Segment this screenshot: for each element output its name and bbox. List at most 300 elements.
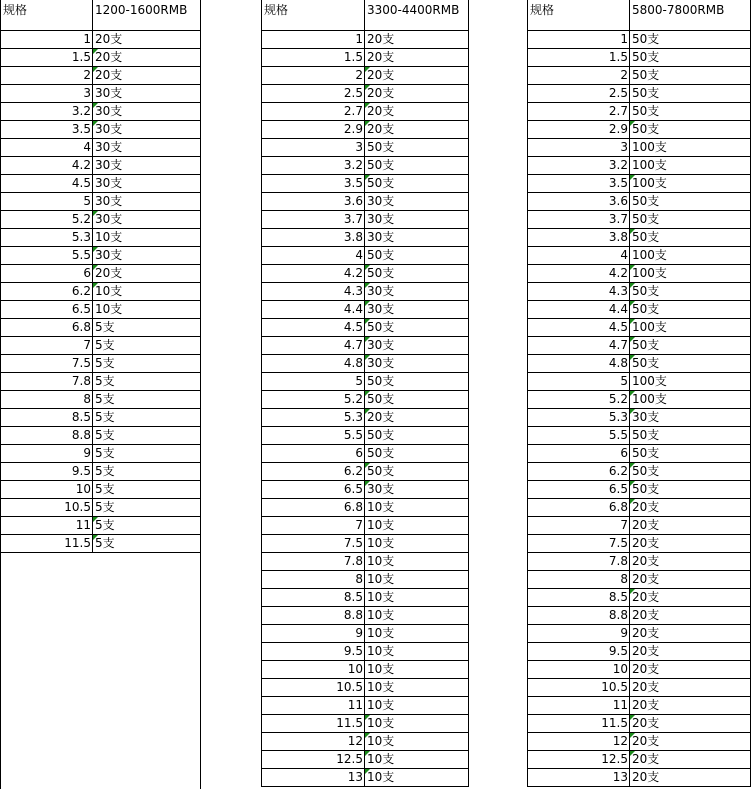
qty-cell: 20支 xyxy=(629,535,751,552)
table-row xyxy=(0,517,201,535)
qty-cell: 50支 xyxy=(629,121,751,138)
qty-cell: 20支 xyxy=(629,661,751,678)
qty-cell: 5支 xyxy=(92,463,201,480)
qty-cell: 5支 xyxy=(92,481,201,498)
qty-cell: 10支 xyxy=(364,625,469,642)
table-row xyxy=(0,67,201,85)
qty-cell: 20支 xyxy=(364,121,469,138)
spec-cell: 1 xyxy=(0,31,92,48)
qty-cell: 20支 xyxy=(92,49,201,66)
spec-cell: 9 xyxy=(527,625,629,642)
qty-cell: 100支 xyxy=(629,319,751,336)
qty-cell: 30支 xyxy=(364,211,469,228)
table-row xyxy=(261,463,469,481)
spec-cell: 5.5 xyxy=(527,427,629,444)
qty-cell: 50支 xyxy=(629,229,751,246)
spec-cell: 9 xyxy=(0,445,92,462)
spec-cell: 5.3 xyxy=(0,229,92,246)
spec-cell: 6.8 xyxy=(0,319,92,336)
qty-cell: 30支 xyxy=(364,301,469,318)
spec-cell: 6 xyxy=(527,445,629,462)
qty-cell: 10支 xyxy=(364,571,469,588)
spec-cell: 4.3 xyxy=(261,283,364,300)
spec-cell: 8.8 xyxy=(527,607,629,624)
table-row xyxy=(0,265,201,283)
qty-cell: 100支 xyxy=(629,157,751,174)
spec-cell: 5.2 xyxy=(527,391,629,408)
table-row xyxy=(261,643,469,661)
qty-cell: 30支 xyxy=(92,211,201,228)
spec-cell: 2 xyxy=(0,67,92,84)
spec-cell: 1.5 xyxy=(0,49,92,66)
spec-cell: 7 xyxy=(527,517,629,534)
table-row xyxy=(0,445,201,463)
table-row xyxy=(261,265,469,283)
spec-cell: 6.2 xyxy=(261,463,364,480)
table-row xyxy=(527,679,751,697)
table-row xyxy=(0,337,201,355)
table-row xyxy=(261,247,469,265)
qty-cell: 50支 xyxy=(364,319,469,336)
qty-cell: 10支 xyxy=(364,517,469,534)
table-row xyxy=(0,283,201,301)
spec-cell: 5.2 xyxy=(261,391,364,408)
qty-cell: 20支 xyxy=(629,571,751,588)
spec-cell: 9.5 xyxy=(527,643,629,660)
spec-cell: 3.5 xyxy=(527,175,629,192)
qty-cell: 50支 xyxy=(629,85,751,102)
empty-area xyxy=(0,553,201,789)
spec-cell: 1 xyxy=(261,31,364,48)
spec-cell: 10 xyxy=(0,481,92,498)
qty-cell: 20支 xyxy=(364,103,469,120)
table-row xyxy=(261,373,469,391)
qty-cell: 5支 xyxy=(92,319,201,336)
spec-cell: 7.8 xyxy=(0,373,92,390)
qty-cell: 10支 xyxy=(364,607,469,624)
qty-cell: 20支 xyxy=(364,49,469,66)
spec-cell: 3.2 xyxy=(261,157,364,174)
qty-cell: 100支 xyxy=(629,139,751,156)
qty-cell: 100支 xyxy=(629,265,751,282)
spec-cell: 5.5 xyxy=(261,427,364,444)
qty-cell: 50支 xyxy=(629,31,751,48)
spec-cell: 5.3 xyxy=(527,409,629,426)
qty-cell: 20支 xyxy=(364,409,469,426)
qty-cell: 20支 xyxy=(629,499,751,516)
spec-cell: 2.9 xyxy=(527,121,629,138)
table-header xyxy=(527,0,751,31)
spec-cell: 10 xyxy=(261,661,364,678)
spec-cell: 1 xyxy=(527,31,629,48)
spec-cell: 4.2 xyxy=(0,157,92,174)
table-row xyxy=(261,229,469,247)
spec-cell: 3.2 xyxy=(527,157,629,174)
table-row xyxy=(527,265,751,283)
spec-cell: 6.5 xyxy=(261,481,364,498)
spec-cell: 11.5 xyxy=(261,715,364,732)
qty-cell: 50支 xyxy=(629,67,751,84)
table-row xyxy=(0,355,201,373)
spec-cell: 4.4 xyxy=(261,301,364,318)
price-table-1200-1600 xyxy=(0,0,201,789)
qty-cell: 30支 xyxy=(364,283,469,300)
table-row xyxy=(261,517,469,535)
table-row xyxy=(527,769,751,787)
table-row xyxy=(261,121,469,139)
qty-cell: 50支 xyxy=(364,463,469,480)
spec-header: 规格 xyxy=(261,0,364,30)
table-row xyxy=(527,31,751,49)
table-row xyxy=(0,31,201,49)
table-row xyxy=(261,733,469,751)
table-row xyxy=(527,409,751,427)
qty-cell: 50支 xyxy=(364,427,469,444)
table-row xyxy=(0,121,201,139)
qty-cell: 20支 xyxy=(629,679,751,696)
table-row xyxy=(527,463,751,481)
qty-cell: 30支 xyxy=(364,481,469,498)
qty-cell: 20支 xyxy=(92,31,201,48)
table-row xyxy=(0,157,201,175)
table-row xyxy=(0,319,201,337)
price-header: 3300-4400RMB xyxy=(364,0,469,30)
table-row xyxy=(527,535,751,553)
qty-cell: 20支 xyxy=(629,517,751,534)
table-row xyxy=(527,283,751,301)
qty-cell: 50支 xyxy=(629,103,751,120)
table-row xyxy=(0,139,201,157)
spec-cell: 5.3 xyxy=(261,409,364,426)
table-row xyxy=(0,409,201,427)
table-row xyxy=(261,409,469,427)
qty-cell: 10支 xyxy=(92,301,201,318)
spec-cell: 6.8 xyxy=(261,499,364,516)
spec-cell: 1.5 xyxy=(527,49,629,66)
qty-cell: 5支 xyxy=(92,355,201,372)
spec-cell: 3.5 xyxy=(0,121,92,138)
qty-cell: 30支 xyxy=(92,85,201,102)
table-row xyxy=(527,571,751,589)
qty-cell: 20支 xyxy=(629,715,751,732)
table-row xyxy=(261,427,469,445)
qty-cell: 10支 xyxy=(92,229,201,246)
spec-cell: 4.4 xyxy=(527,301,629,318)
qty-cell: 50支 xyxy=(364,391,469,408)
spec-cell: 5.5 xyxy=(0,247,92,264)
spec-cell: 11 xyxy=(261,697,364,714)
qty-cell: 10支 xyxy=(92,283,201,300)
qty-cell: 5支 xyxy=(92,409,201,426)
table-row xyxy=(0,535,201,553)
qty-cell: 10支 xyxy=(364,553,469,570)
table-row xyxy=(527,715,751,733)
table-row xyxy=(527,175,751,193)
spec-cell: 3 xyxy=(261,139,364,156)
qty-cell: 100支 xyxy=(629,391,751,408)
qty-cell: 50支 xyxy=(364,175,469,192)
spec-header: 规格 xyxy=(0,0,92,30)
spec-cell: 5 xyxy=(527,373,629,390)
table-row xyxy=(527,751,751,769)
qty-cell: 50支 xyxy=(629,301,751,318)
table-row xyxy=(0,211,201,229)
qty-cell: 10支 xyxy=(364,589,469,606)
table-row xyxy=(261,175,469,193)
spec-cell: 2.5 xyxy=(527,85,629,102)
spec-header: 规格 xyxy=(527,0,629,30)
spec-cell: 2 xyxy=(261,67,364,84)
table-row xyxy=(261,589,469,607)
spec-cell: 11 xyxy=(0,517,92,534)
price-header: 5800-7800RMB xyxy=(629,0,751,30)
qty-cell: 50支 xyxy=(629,445,751,462)
qty-cell: 50支 xyxy=(629,481,751,498)
qty-cell: 50支 xyxy=(629,337,751,354)
table-row xyxy=(0,499,201,517)
spec-cell: 9.5 xyxy=(0,463,92,480)
spec-cell: 3.7 xyxy=(527,211,629,228)
spec-cell: 4 xyxy=(527,247,629,264)
qty-cell: 10支 xyxy=(364,769,469,786)
table-row xyxy=(261,445,469,463)
qty-cell: 50支 xyxy=(364,139,469,156)
qty-cell: 10支 xyxy=(364,535,469,552)
table-row xyxy=(261,391,469,409)
spec-cell: 8 xyxy=(0,391,92,408)
table-row xyxy=(261,535,469,553)
spec-cell: 4.5 xyxy=(261,319,364,336)
spec-cell: 8.5 xyxy=(527,589,629,606)
spec-cell: 10.5 xyxy=(0,499,92,516)
qty-cell: 20支 xyxy=(92,67,201,84)
spec-cell: 4.3 xyxy=(527,283,629,300)
spec-cell: 6.8 xyxy=(527,499,629,516)
qty-cell: 10支 xyxy=(364,643,469,660)
spec-cell: 13 xyxy=(261,769,364,786)
spec-cell: 2.5 xyxy=(261,85,364,102)
spec-cell: 7.5 xyxy=(261,535,364,552)
table-row xyxy=(527,49,751,67)
table-row xyxy=(527,247,751,265)
qty-cell: 30支 xyxy=(92,247,201,264)
qty-cell: 10支 xyxy=(364,751,469,768)
qty-cell: 10支 xyxy=(364,499,469,516)
spec-cell: 12 xyxy=(261,733,364,750)
qty-cell: 50支 xyxy=(629,49,751,66)
table-row xyxy=(0,85,201,103)
qty-cell: 30支 xyxy=(92,139,201,156)
spec-cell: 4.5 xyxy=(0,175,92,192)
qty-cell: 30支 xyxy=(92,121,201,138)
spec-cell: 12.5 xyxy=(261,751,364,768)
qty-cell: 10支 xyxy=(364,733,469,750)
qty-cell: 20支 xyxy=(629,643,751,660)
table-row xyxy=(0,193,201,211)
qty-cell: 5支 xyxy=(92,499,201,516)
qty-cell: 5支 xyxy=(92,517,201,534)
table-row xyxy=(261,625,469,643)
table-row xyxy=(527,337,751,355)
qty-cell: 30支 xyxy=(364,355,469,372)
qty-cell: 50支 xyxy=(364,265,469,282)
qty-cell: 10支 xyxy=(364,715,469,732)
qty-cell: 50支 xyxy=(629,427,751,444)
table-row xyxy=(261,679,469,697)
qty-cell: 50支 xyxy=(364,157,469,174)
table-row xyxy=(261,553,469,571)
spec-cell: 3.6 xyxy=(527,193,629,210)
table-row xyxy=(261,607,469,625)
qty-cell: 20支 xyxy=(629,769,751,786)
qty-cell: 50支 xyxy=(364,373,469,390)
table-row xyxy=(261,499,469,517)
qty-cell: 20支 xyxy=(92,265,201,282)
table-row xyxy=(527,373,751,391)
table-row xyxy=(261,49,469,67)
spec-cell: 10 xyxy=(527,661,629,678)
spec-cell: 3.8 xyxy=(261,229,364,246)
table-row xyxy=(527,355,751,373)
spec-cell: 7.8 xyxy=(527,553,629,570)
table-row xyxy=(527,211,751,229)
spec-cell: 7 xyxy=(261,517,364,534)
table-row xyxy=(261,715,469,733)
spec-cell: 3 xyxy=(0,85,92,102)
qty-cell: 10支 xyxy=(364,697,469,714)
table-row xyxy=(527,553,751,571)
qty-cell: 5支 xyxy=(92,391,201,408)
qty-cell: 20支 xyxy=(364,67,469,84)
spec-cell: 1.5 xyxy=(261,49,364,66)
table-row xyxy=(0,175,201,193)
qty-cell: 5支 xyxy=(92,427,201,444)
table-row xyxy=(261,139,469,157)
table-row xyxy=(527,139,751,157)
spec-cell: 9.5 xyxy=(261,643,364,660)
table-row xyxy=(261,193,469,211)
qty-cell: 30支 xyxy=(629,409,751,426)
table-row xyxy=(527,625,751,643)
spec-cell: 3 xyxy=(527,139,629,156)
qty-cell: 5支 xyxy=(92,337,201,354)
spec-cell: 2 xyxy=(527,67,629,84)
qty-cell: 10支 xyxy=(364,661,469,678)
spec-cell: 7 xyxy=(0,337,92,354)
spec-cell: 8 xyxy=(527,571,629,588)
qty-cell: 100支 xyxy=(629,175,751,192)
spec-cell: 5 xyxy=(0,193,92,210)
qty-cell: 100支 xyxy=(629,247,751,264)
spec-cell: 8.8 xyxy=(261,607,364,624)
qty-cell: 30支 xyxy=(92,157,201,174)
table-row xyxy=(0,103,201,121)
table-row xyxy=(261,157,469,175)
spec-cell: 3.8 xyxy=(527,229,629,246)
table-row xyxy=(527,499,751,517)
table-row xyxy=(261,337,469,355)
qty-cell: 30支 xyxy=(92,193,201,210)
qty-cell: 5支 xyxy=(92,445,201,462)
table-row xyxy=(527,661,751,679)
table-row xyxy=(261,751,469,769)
qty-cell: 5支 xyxy=(92,535,201,552)
table-row xyxy=(527,157,751,175)
spec-cell: 10.5 xyxy=(527,679,629,696)
table-row xyxy=(527,643,751,661)
table-row xyxy=(0,247,201,265)
qty-cell: 30支 xyxy=(364,337,469,354)
qty-cell: 50支 xyxy=(629,193,751,210)
spec-cell: 3.5 xyxy=(261,175,364,192)
table-row xyxy=(261,31,469,49)
table-row xyxy=(0,373,201,391)
table-row xyxy=(0,427,201,445)
price-table-5800-7800 xyxy=(527,0,751,787)
spec-cell: 2.9 xyxy=(261,121,364,138)
qty-cell: 50支 xyxy=(629,211,751,228)
table-row xyxy=(261,571,469,589)
table-row xyxy=(261,211,469,229)
table-row xyxy=(527,229,751,247)
table-row xyxy=(527,103,751,121)
spec-cell: 4 xyxy=(0,139,92,156)
qty-cell: 20支 xyxy=(629,589,751,606)
spec-cell: 8.5 xyxy=(261,589,364,606)
spec-cell: 9 xyxy=(261,625,364,642)
table-row xyxy=(261,301,469,319)
table-row xyxy=(527,427,751,445)
table-row xyxy=(261,661,469,679)
spec-cell: 4.5 xyxy=(527,319,629,336)
spec-cell: 2.7 xyxy=(527,103,629,120)
spec-cell: 10.5 xyxy=(261,679,364,696)
qty-cell: 20支 xyxy=(629,733,751,750)
qty-cell: 20支 xyxy=(629,607,751,624)
table-row xyxy=(0,463,201,481)
qty-cell: 50支 xyxy=(364,445,469,462)
table-row xyxy=(527,67,751,85)
spec-cell: 11.5 xyxy=(0,535,92,552)
spec-cell: 4.2 xyxy=(527,265,629,282)
spec-cell: 4.7 xyxy=(261,337,364,354)
spec-cell: 6.5 xyxy=(0,301,92,318)
spec-cell: 6.2 xyxy=(0,283,92,300)
spec-cell: 8.8 xyxy=(0,427,92,444)
table-row xyxy=(261,283,469,301)
table-row xyxy=(0,391,201,409)
table-row xyxy=(527,589,751,607)
spec-cell: 12 xyxy=(527,733,629,750)
qty-cell: 30支 xyxy=(364,229,469,246)
table-header xyxy=(0,0,201,31)
qty-cell: 50支 xyxy=(364,247,469,264)
table-row xyxy=(261,319,469,337)
table-row xyxy=(527,391,751,409)
qty-cell: 10支 xyxy=(364,679,469,696)
qty-cell: 50支 xyxy=(629,355,751,372)
table-row xyxy=(527,445,751,463)
qty-cell: 20支 xyxy=(364,85,469,102)
table-row xyxy=(527,85,751,103)
qty-cell: 5支 xyxy=(92,373,201,390)
spec-cell: 11 xyxy=(527,697,629,714)
table-row xyxy=(527,319,751,337)
spec-cell: 8.5 xyxy=(0,409,92,426)
qty-cell: 20支 xyxy=(629,751,751,768)
spec-cell: 7.5 xyxy=(527,535,629,552)
spec-cell: 6.5 xyxy=(527,481,629,498)
